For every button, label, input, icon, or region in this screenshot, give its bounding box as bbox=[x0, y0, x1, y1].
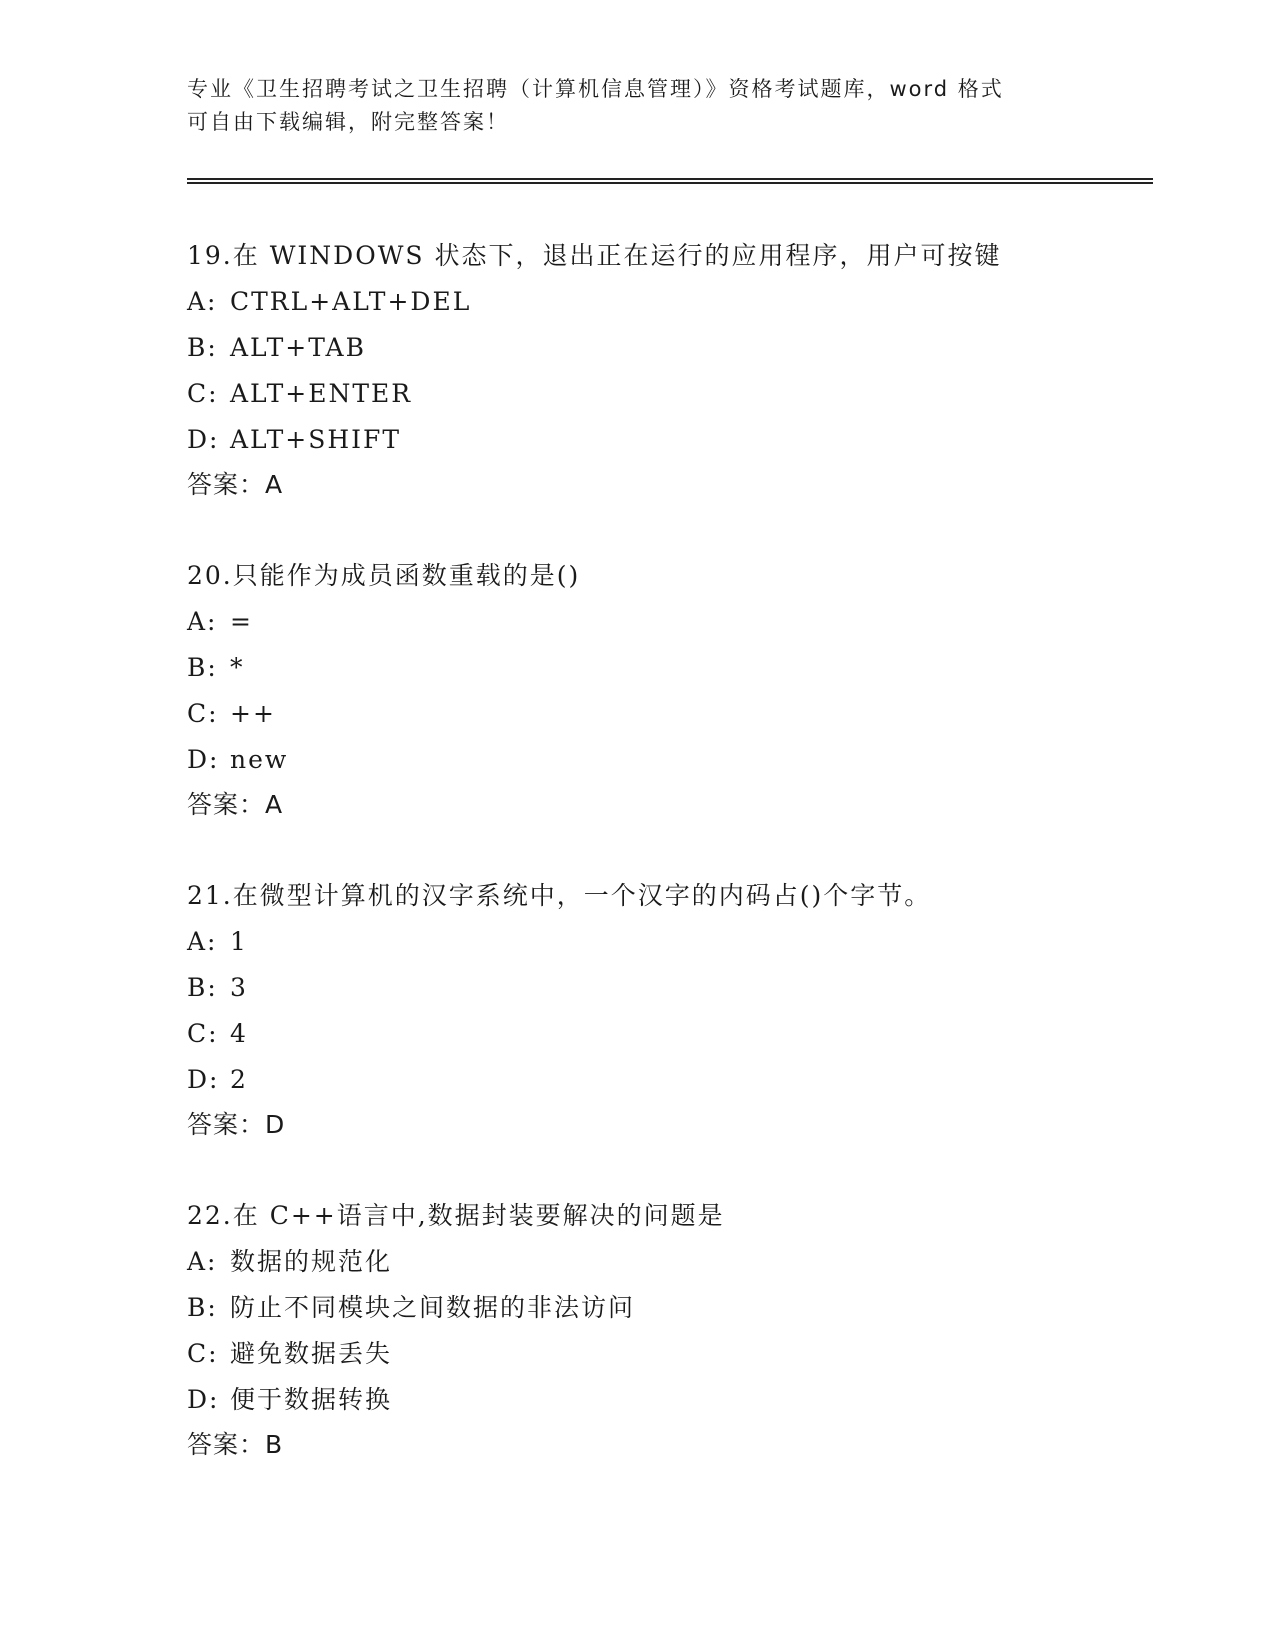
option-label: B: bbox=[187, 973, 218, 1002]
option-b bbox=[187, 965, 1147, 1011]
answer: 答案：A bbox=[187, 790, 284, 819]
option-label: D: bbox=[187, 1385, 220, 1414]
option-c bbox=[187, 1331, 1147, 1377]
option-c bbox=[187, 691, 1147, 737]
option-label: A: bbox=[187, 927, 218, 956]
option-text: * bbox=[230, 653, 245, 682]
option-label: A: bbox=[187, 607, 218, 636]
option-text: 避免数据丢失 bbox=[230, 1339, 393, 1368]
option-text: 1 bbox=[230, 927, 248, 956]
question-stem: 22.在 C++语言中,数据封装要解决的问题是 bbox=[187, 1201, 725, 1230]
option-text: 防止不同模块之间数据的非法访问 bbox=[230, 1293, 636, 1322]
header-line-2: 可自由下载编辑，附完整答案！ bbox=[187, 110, 509, 134]
option-text: 4 bbox=[230, 1019, 248, 1048]
option-label: C: bbox=[187, 1019, 219, 1048]
option-text: ALT+SHIFT bbox=[230, 425, 402, 454]
option-label: C: bbox=[187, 699, 219, 728]
option-d bbox=[187, 737, 1147, 783]
option-label: D: bbox=[187, 1065, 220, 1094]
option-label: C: bbox=[187, 379, 219, 408]
option-label: B: bbox=[187, 653, 218, 682]
header-line-1: 专业《卫生招聘考试之卫生招聘（计算机信息管理）》资格考试题库，word 格式 bbox=[187, 77, 1004, 101]
option-text: CTRL+ALT+DEL bbox=[230, 287, 472, 316]
question-stem: 19.在 WINDOWS 状态下，退出正在运行的应用程序，用户可按键 bbox=[187, 241, 1002, 270]
option-text: 3 bbox=[230, 973, 248, 1002]
option-a bbox=[187, 1239, 1147, 1285]
option-b bbox=[187, 325, 1147, 371]
option-label: A: bbox=[187, 1247, 218, 1276]
question-19 bbox=[187, 233, 1147, 507]
question-20 bbox=[187, 553, 1147, 827]
option-text: ++ bbox=[230, 699, 276, 728]
header-divider bbox=[187, 178, 1153, 184]
question-stem: 20.只能作为成员函数重载的是() bbox=[187, 561, 581, 590]
question-stem: 21.在微型计算机的汉字系统中，一个汉字的内码占()个字节。 bbox=[187, 881, 932, 910]
option-c bbox=[187, 371, 1147, 417]
option-text: 2 bbox=[230, 1065, 248, 1094]
option-label: D: bbox=[187, 745, 220, 774]
option-d bbox=[187, 417, 1147, 463]
option-text: ALT+TAB bbox=[230, 333, 366, 362]
option-label: C: bbox=[187, 1339, 219, 1368]
option-label: D: bbox=[187, 425, 220, 454]
answer: 答案：B bbox=[187, 1430, 284, 1459]
option-c bbox=[187, 1011, 1147, 1057]
document-header bbox=[187, 73, 1067, 139]
option-d bbox=[187, 1057, 1147, 1103]
answer: 答案：D bbox=[187, 1110, 286, 1139]
option-d bbox=[187, 1377, 1147, 1423]
option-label: B: bbox=[187, 1293, 218, 1322]
option-a bbox=[187, 599, 1147, 645]
question-22 bbox=[187, 1193, 1147, 1467]
option-a bbox=[187, 279, 1147, 325]
option-text: ALT+ENTER bbox=[230, 379, 413, 408]
answer: 答案：A bbox=[187, 470, 284, 499]
option-label: B: bbox=[187, 333, 218, 362]
option-b bbox=[187, 1285, 1147, 1331]
option-label: A: bbox=[187, 287, 218, 316]
option-a bbox=[187, 919, 1147, 965]
question-21 bbox=[187, 873, 1147, 1147]
option-text: 便于数据转换 bbox=[230, 1385, 393, 1414]
option-b bbox=[187, 645, 1147, 691]
option-text: new bbox=[230, 745, 289, 774]
option-text: = bbox=[230, 607, 253, 636]
option-text: 数据的规范化 bbox=[230, 1247, 393, 1276]
